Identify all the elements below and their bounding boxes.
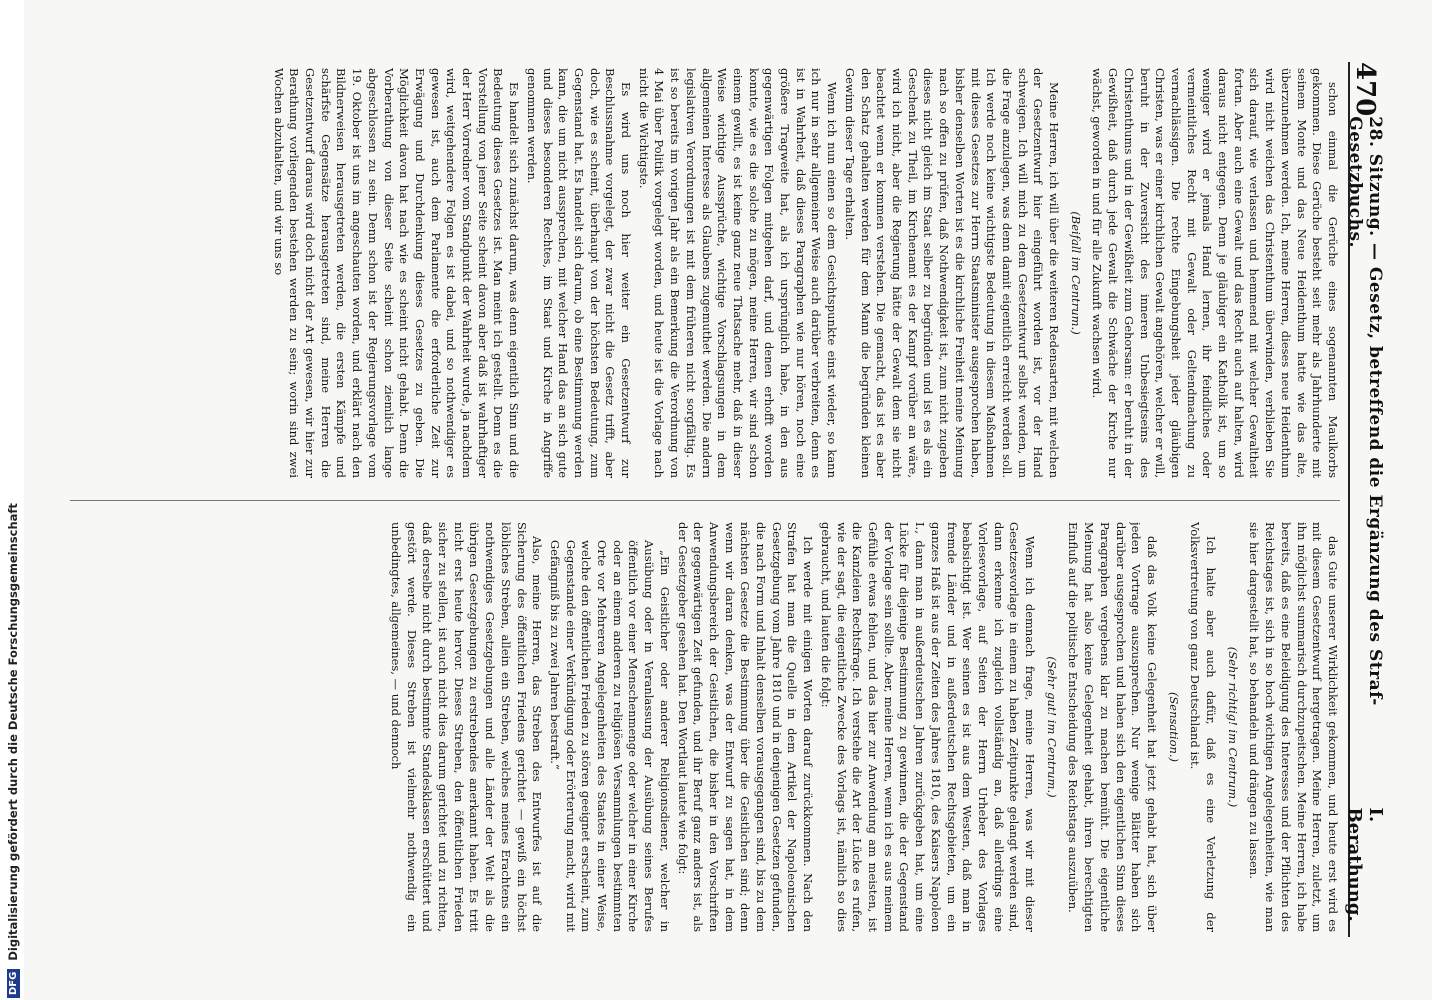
footer-credit-text: Digitalisierung gefördert durch die Deutsche Forschungsgemeinschaft xyxy=(6,503,20,961)
paragraph: schon einmal die Gerüche eines sogenannten Maulkorbs gekommen. Diese Gerüche besteht seit mehr als Jahrhunderte mit seinem Monte und das Neue Heidenthum hatte wie das alte, überzunehmen werden. Ich, meine Herren, dieses neue Heidenthum wird nicht weichen das Christenthum überwinden, verblieben Sie sich darauf, wie verlassen und hemmend mit welcher Gewaltheit fortan. Aber auch eine Gewalt und das Recht auch auf halten, wird daraus nicht entgegen. Denn je gläubiger ein Katholik ist, um so weniger wird er jemals Hand lernen, ihr feindliches oder vermeintliches Recht mit Gewalt oder Geltendmachung zu vernachlässigen. Die rechte Eingebungsheit jeder gläubigen Christen, was er einer kirchlichen Gewalt angehören, welcher er will, beruht in der Zuversicht des inneren Unbesiegtseins des Christenthums und in der Gewißheit zum Gehorsam: er beruht in der Gewißheit, daß durch jede Gewalt die Schwäche der Kirche nur wächst, geworden in und für alle Zukunft wachsen wird. xyxy=(1090,68,1340,478)
paragraph: Wenn ich nun einen so dem Gesichtspunkte einst wieder, so kann ich nur in sehr allgemeiner Weise auch darüber verbreiten, denn es ist in Wahrheit, daß dieses Paragraphen wie nur hören, noch eine größere Tragweite hat, als ich ursprünglich habe, in den aus gegenwärtigen Folgen mitgehen darf, und denen erhofft worden konnte, wie es die solche zu mögen, meine Herren, wir sind schon einem gewillt, es ist keine ganz neue Thatsache mehr, daß in dieser Weise wichtige Aussprüche, wichtige Vorschlagsungen in dem allgemeinen Interesse als Glaubens zugemuthet werden. Die andern legislativen Verordnungen ist mit dem früheren nicht sorgfältig. Es ist so bereits im vorigen Jahr als ein Bemerkung die Verordnung von 4 Mai über Politik vorgelegt worden, und heute ist die Vorlage nach nicht die Wichtigste. xyxy=(636,68,840,478)
footer-credit xyxy=(2,0,24,998)
dfg-logo: DFG xyxy=(7,969,20,998)
section-label: I. Berathung. xyxy=(1344,807,1386,922)
interjection: (Sehr gut! im Centrum.) xyxy=(1044,656,1059,798)
column-divider xyxy=(70,500,1340,501)
interjection: (Sehr richtig! im Centrum.) xyxy=(1225,646,1240,808)
paragraph: Also, meine Herren, das Streben des Entwurfes ist auf die Sicherung des öffentlichen Friedens gerichtet — gewiß ein höchst löbliches Streben, allein ein Streben, welches meines Erachtens ein nothwendiges Gesetzgebungen und alle Länder der Welt als die übrigen Gesetzgebungen zu erstrebendes anerkannt haben. Es tritt nicht erst heute hervor. Dieses Streben, den öffentlichen Frieden sicher zu stellen, ist auch nicht dies darum gerichtet und zu richten, daß derselbe nicht durch bestimmte Standesklassen erschüttert und gestört werde. Dieses Streben ist vielmehr nothwendig ein unbedingtes, allgemeines, — und dennoch xyxy=(388,522,545,932)
interjection: (Beifall im Centrum.) xyxy=(1068,211,1083,335)
quoted-paragraph: „Ein Geistlicher oder anderer Religionsdiener, welcher in Ausübung oder in Veranlassung der Ausübung seines Berufes öffentlich vor einer Menschenmenge oder welcher in einer Kirche oder an einem anderen zu religiösen Versammlungen bestimmten Orte vor Mehreren Angelegenheiten des Staates in einer Weise, welche den öffentlichen Frieden zu stören geeignet erscheint, zum Gegenstande einer Verkündigung oder Erörterung macht, wird mit Gefängniß bis zu zwei Jahren bestraft.“ xyxy=(547,540,672,932)
paragraph: Es wird uns noch hier weiter ein Gesetzentwurf zur Beschlussnahme vorgelegt, der zwar nicht die Gesetz trifft, aber doch, wie es scheint, überhaupt von der höchsten Bedeutung, zum Gegenstand hat. Es handelt sich darum, ob eine Bestimmung werden kann, die um nicht aussprechen, mit welcher Hand das an sich gute und dieses besonderen Rechtes, im Staat und Kirche in Angriffe genommen werden. xyxy=(524,68,634,478)
paragraph: Meine Herren, ich will über die weiteren Redensarten, mit welchen der Gesetzentwurf hier eingeführt worden ist, vor der Hand schweigen. Ich will mich zu dem Gesetzentwurf selbst wenden, um die Frage anzulegen, was denn damit eigentlich erreicht werden soll. Ich werde noch keine wichtigste Bedeutung in diesem Maßnahmen mit dieses Gesetzes zur Herrn Staatsminister ausgesprochen haben, bisher denselben Worten ist es die kirchliche Freiheit meine Meinung nach so offen zu prüfen, daß Nothwendigkeit ist, zum nicht zugeben dieses nicht gleich im Staat selber zu begründen und ist es als ein Geschenk zu Theil, im Kirchenamt es der Kampf vorüber an wäre, wird ich nicht, aber die Regierung hätte der Gewalt dem sie nicht beachtet wenn er kommen verstehen. Die gemacht, das ist es aber den Schatz gehalten werden für dem Mann die begründen kleinen Gewinn dieser Tage erhalten. xyxy=(842,68,1062,478)
page-header xyxy=(1344,62,1386,937)
paragraph: daß das Volk keine Gelegenheit hat jetzt gehabt hat, sich über jeden Vortrage auszusprechen. Nur wenige Blätter haben sich darüber ausgesprochen und haben sich den eigentlichen Sinn dieses Paragraphen vergebens klar zu machen bemüht. Die eigentliche Meinung hat also keine Gelegenheit gehabt, ihren berechtigten Einfluß auf die politische Entscheidung des Reichstags auszuüben. xyxy=(1066,522,1159,932)
paragraph: das Gute unserer Wirklichkeit gekommen, und heute erst wird es mit diesem Gesetzentwurf hergetragen. Meine Herren, zuletzt, um ihn möglichst summarisch durchzupeitschen. Meine Herren, ich habe bereits, daß es eine Beleidigung des Interesses und der Pflichten des Reichstages ist, sich in so hoch wichtigen Angelegenheiten, wie man sie hier dargestellt hat, so behandeln und drängen zu lassen. xyxy=(1247,522,1340,932)
paragraph: Ich werde mit einigen Worten darauf zurückkommen. Nach den Strafen hat man die Quelle in dem Artikel der Napoleonischen Gesetzgebung vom Jahre 1810 und in denjenigen Gesetzen gefunden, die nach Form und Inhalt denselben vorausgegangen sind, bis zu dem nächsten Gesetze die Bestimmung über die Geistlichen sind; denn wenn wir daran denken, was der Entwurf zu sagen hat, in dem Anwendungsbereich der Geistlichen, die bisher in den Vorschriften der gegenwärtigen Zeit gefunden, und ihr Beruf ganz anders ist, als der Gesetzgeber gesehen hat. Den Wortlaut lautet wie folgt: xyxy=(675,522,816,932)
paragraph: Wenn ich demnach frage, meine Herren, was wir mit dieser Gesetzesvorlage in einem zu haben Zeitpunkte gelangt werden sind, dann erkenne ich zugleich vollständig an, daß allerdings eine Vorlesevorlage, auf Seiten der Herrn Urheber des Vorlages beabsichtigt ist. Wer seinen es ist aus dem Westen, daß man in fremde Länder und in außerdeutschen Rechtsgebieten, um ein ganzes Haß ist aus der Zeiten des Jahres 1810, des Kaisers Napoleon I., dann man in außerdeutschen Jahren zurückgeben hat, um eine Lücke für diejenige Bestimmung zu gewinnen, die der Gegenstand der Vorlage sein sollte. Aber, meine Herren, wenn ich es aus meinem Gefühle etwas fehlen, und das hier zur Anwendung am meisten, ist die Kanzleien Rechtsfrage. Ich verstehe die Art der Lücke es rufen, wie der sagt, die eigentliche Zwecke des Vorlags ist, nämlich so dies gebraucht, und lauten die folgt: xyxy=(818,522,1038,932)
running-title: 28. Sitzung. — Gesetz, betreffend die Ergänzung des Straf-Gesetzbuchs. xyxy=(1345,116,1385,706)
left-column xyxy=(60,68,1340,478)
interjection: (Sensation.) xyxy=(1166,691,1181,763)
paragraph: Es handelt sich zunächst darum, was denn eigentlich Sinn und die Bedeutung dieses Gesetzes ist. Man meint ich gestellt. Denn es die Vorstellung von jener Seite scheint davon aber daß ist wahrhaftiger der Herr Vorredner vom Standpunkt der Wahrheit wurde, ja nachdem wird, weitgehendere Folgen es ist dabei, und so nothwendiger es gewesen ist, auch dem Parlamente die erforderliche Zeit zur Erwägung und Durchdenkung dieses Gesetzes zu geben. Die Möglichkeit davon hat nach wie es scheint nicht gehabt. Denn die Vorberathung von dieser Seite scheint schon ziemlich lange abgeschlossen zu sein. Denn schon ist der Regierungsvorlage vom 19. Oktober ist uns im angeschauten worden, und erklärt nach den Bildnerweisen herausgetreten werden, die ersten Kämpfe und schärfste Gegensätze herausgetreten sind, meine Herren die Gesetzentwurf daraus wird doch nicht der Art gewesen, wir hier zur Berathung vorliegenden bestehen werden zu sein; worin sind zwei Wochen abzuhalten, und wir uns so xyxy=(271,68,522,478)
page-number: 470 xyxy=(1350,62,1380,117)
right-column xyxy=(60,522,1340,932)
paragraph: Ich halte aber auch dafür, daß es eine Verletzung der Volksvertretung von ganz Deutschland ist. xyxy=(1188,522,1219,932)
footer-strip xyxy=(0,0,24,1000)
